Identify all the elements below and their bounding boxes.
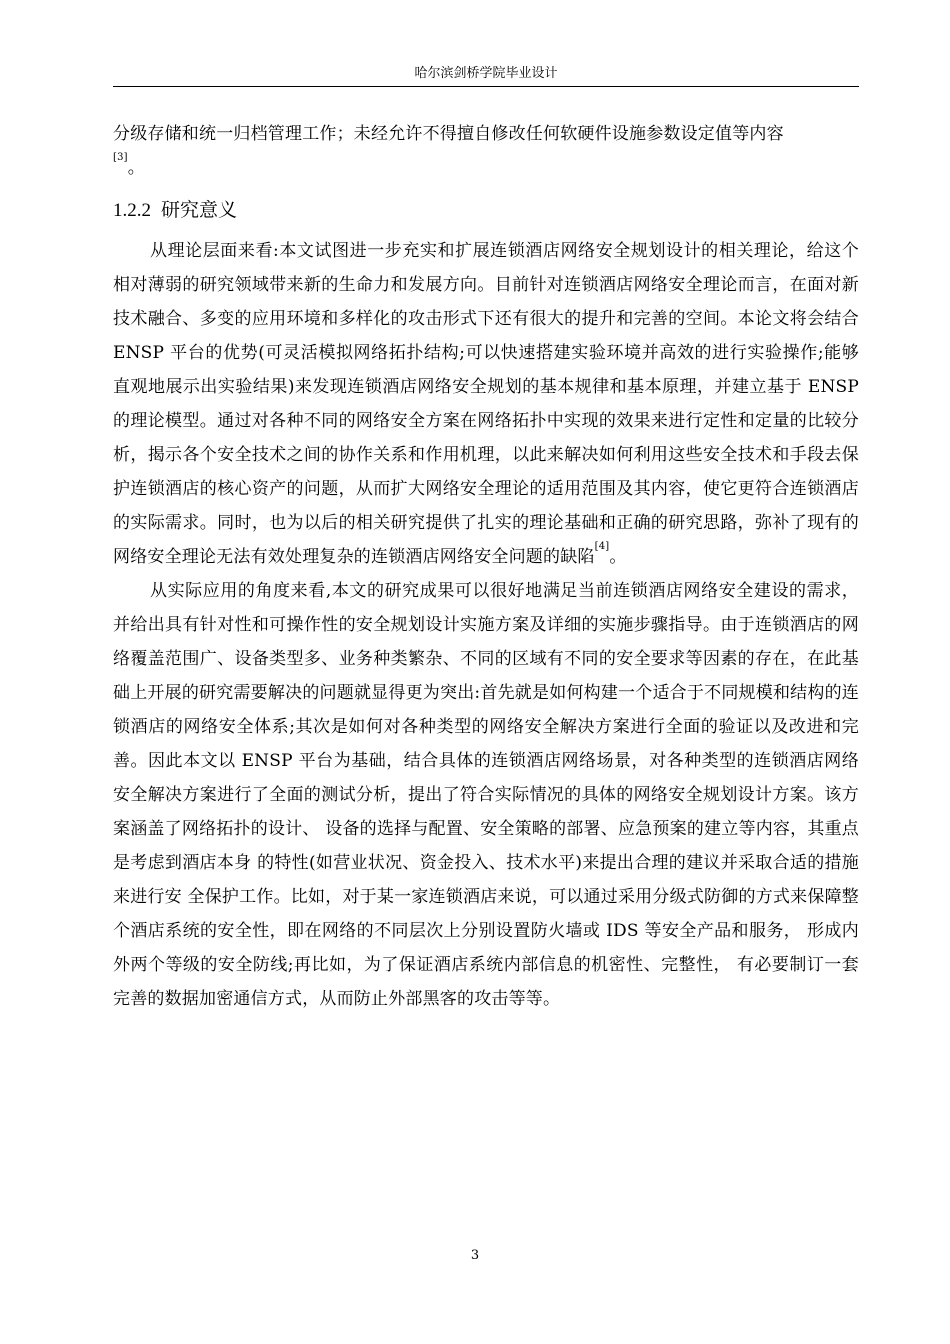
page-number: 3 bbox=[470, 1248, 480, 1263]
paragraph-practice-text: 从实际应用的角度来看,本文的研究成果可以很好地满足当前连锁酒店网络安全建设的需求，并给出具有针对性和可操作性的安全规划设计实施方案及详细的实施步骤指导。由于连锁酒店的网络覆盖范围广、设备类型多、业务种类繁杂、不同的区域有不同的安全要求等因素的存在，在此基础上开展的研究需要解决的问题就显得更为突出:首先就是如何构建一个适合于不同规模和结构的连锁酒店的网络安全体系;其次是如何对各种类型的网络安全解决方案进行全面的验证以及改进和完善。因此本文以 ENSP 平台为基础，结合具体的连锁酒店网络场景，对各种类型的连锁酒店网络安全解决方案进行了全面的测试分析，提出了符合实际情况的具体的网络安全规划设计方案。该方案涵盖了网络拓扑的设计、 设备的选择与配置、安全策略的部署、应急预案的建立等内容，其重点是考虑到酒店本身 的特性(如营业状况、资金投入、技术水平)来提出合理的建议并采取合适的措施来进行安 全保护工作。比如，对于某一家连锁酒店来说，可以通过采用分级式防御的方式来保障整 个酒店系统的安全性，即在网络的不同层次上分别设置防火墙或 IDS 等安全产品和服务， 形成内外两个等级的安全防线;再比如，为了保证酒店系统内部信息的机密性、完整性， 有必要制订一套完善的数据加密通信方式，从而防止外部黑客的攻击等等。 bbox=[113, 581, 859, 1009]
paragraph-practice bbox=[113, 574, 859, 1016]
continuation-tail: 。 bbox=[127, 158, 145, 178]
page-header: 哈尔滨剑桥学院毕业设计 bbox=[414, 66, 558, 81]
paragraph-theory bbox=[113, 234, 859, 574]
citation-4: [4] bbox=[594, 541, 610, 552]
paragraph-theory-tail: 。 bbox=[609, 547, 627, 567]
continuation-text: 分级存储和统一归档管理工作；未经允许不得擅自修改任何软硬件设施参数设定值等内容 bbox=[113, 124, 784, 144]
page-body bbox=[113, 117, 859, 1016]
paragraph-theory-text: 从理论层面来看:本文试图进一步充实和扩展连锁酒店网络安全规划设计的相关理论，给这个相对薄弱的研究领域带来新的生命力和发展方向。目前针对连锁酒店网络安全理论而言，在面对新技术融合、多变的应用环境和多样化的攻击形式下还有很大的提升和完善的空间。本论文将会结合 ENSP 平台的优势(可灵活模拟网络拓扑结构;可以快速搭建实验环境并高效的进行实验操作;能够直观地展示出实验结果)来发现连锁酒店网络安全规划的基本规律和基本原理，并建立基于 ENSP 的理论模型。通过对各种不同的网络安全方案在网络拓扑中实现的效果来进行定性和定量的比较分析，揭示各个安全技术之间的协作关系和作用机理，以此来解决如何利用这些安全技术和手段去保护连锁酒店的核心资产的问题，从而扩大网络安全理论的适用范围及其内容，使它更符合连锁酒店的实际需求。同时，也为以后的相关研究提供了扎实的理论基础和正确的研究思路，弥补了现有的网络安全理论无法有效处理复杂的连锁酒店网络安全问题的缺陷 bbox=[113, 241, 859, 567]
section-title: 研究意义 bbox=[161, 199, 238, 221]
header-rule bbox=[113, 86, 859, 87]
section-heading bbox=[113, 195, 859, 226]
section-number: 1.2.2 bbox=[113, 200, 151, 221]
continuation-paragraph bbox=[113, 117, 859, 185]
citation-3: [3] bbox=[113, 152, 128, 163]
